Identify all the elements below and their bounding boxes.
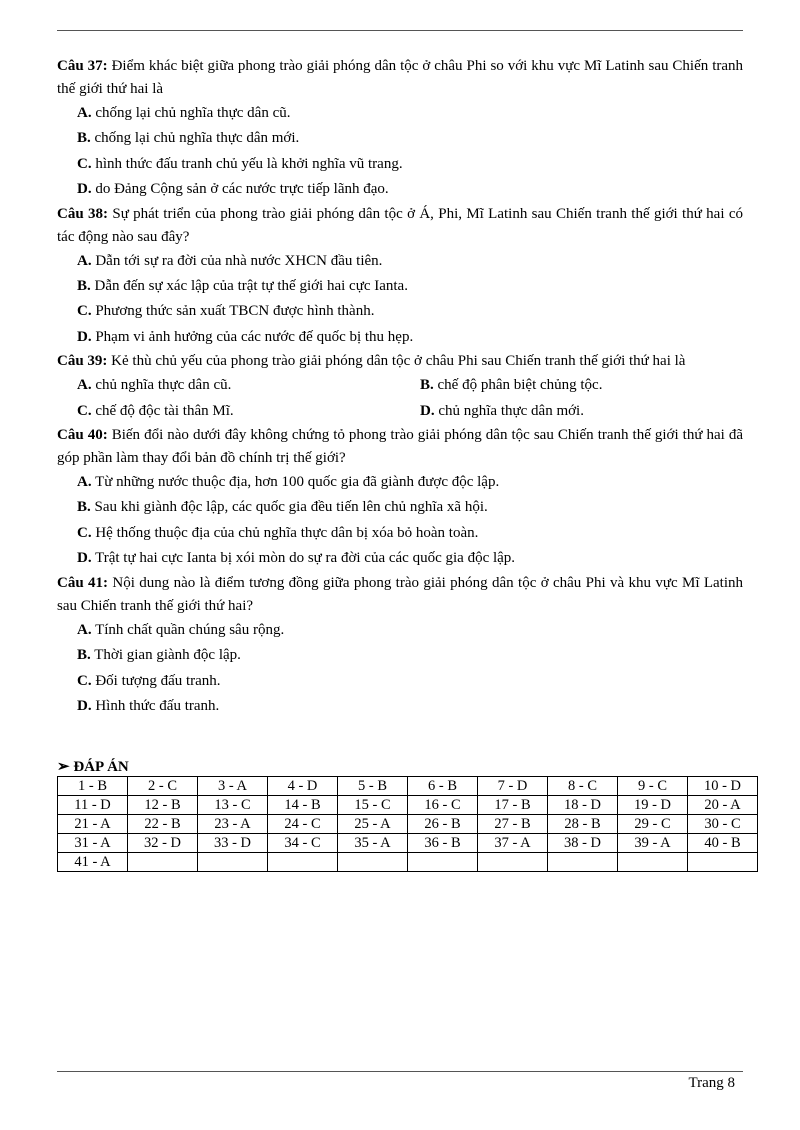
question-text: Điểm khác biệt giữa phong trào giải phóng dân tộc ở châu Phi so với khu vực Mĩ Latinh sau Chiến tranh thế giới thứ hai là [57,58,744,97]
question-label: Câu 38: [57,205,109,222]
answer-cell: 36 - B [408,834,478,853]
answer-cell: 23 - A [198,815,268,834]
option-40-b: B. Sau khi giành độc lập, các quốc gia đều tiến lên chủ nghĩa xã hội. [77,499,488,516]
option-37-a: A. chống lại chủ nghĩa thực dân cũ. [77,105,291,121]
header-rule [57,30,743,31]
table-row [58,834,758,853]
answer-cell: 9 - C [618,777,688,796]
answer-cell: 39 - A [618,834,688,853]
answer-cell [338,853,408,872]
answer-cell: 18 - D [548,796,618,815]
answer-cell: 10 - D [688,777,758,796]
answer-cell: 40 - B [688,834,758,853]
answer-cell: 3 - A [198,777,268,796]
questions-section [57,55,743,719]
answer-cell: 12 - B [128,796,198,815]
question-label: Câu 40: [57,427,108,444]
answer-cell: 7 - D [478,777,548,796]
answer-cell [478,853,548,872]
answer-cell [268,853,338,872]
option-41-c: C. Đối tượng đấu tranh. [77,672,221,689]
option-39-c: C. chế độ độc tài thân Mĩ. [77,402,234,419]
option-40-d: D. Trật tự hai cực Ianta bị xói mòn do sự ra đời của các quốc gia độc lập. [77,550,516,567]
answer-cell: 13 - C [198,796,268,815]
answer-cell: 37 - A [478,834,548,853]
answer-cell: 30 - C [688,815,758,834]
option-41-d: D. Hình thức đấu tranh. [77,697,220,714]
answer-cell: 8 - C [548,777,618,796]
answer-cell: 2 - C [128,777,198,796]
table-row [58,853,758,872]
table-row [58,777,758,796]
answer-cell: 19 - D [618,796,688,815]
answer-cell: 28 - B [548,815,618,834]
option-41-b: B. Thời gian giành độc lập. [77,647,241,664]
arrow-bullet-icon: ➢ [57,759,70,775]
option-40-c: C. Hệ thống thuộc địa của chủ nghĩa thực dân bị xóa bỏ hoàn toàn. [77,524,479,541]
option-40-a: A. Từ những nước thuộc địa, hơn 100 quốc gia đã giành được độc lập. [77,474,500,491]
option-39-a: A. chủ nghĩa thực dân cũ. [77,377,232,394]
answer-cell [128,853,198,872]
question-41 [57,572,743,618]
answer-cell: 14 - B [268,796,338,815]
answer-cell: 5 - B [338,777,408,796]
option-row-39-cd [57,399,743,424]
answer-cell [548,853,618,872]
answer-cell: 31 - A [58,834,128,853]
option-38-d: D. Phạm vi ảnh hưởng của các nước đế quốc bị thu hẹp. [77,328,414,345]
answer-cell: 32 - D [128,834,198,853]
answer-cell: 17 - B [478,796,548,815]
answer-cell: 33 - D [198,834,268,853]
option-38-a: A. Dẫn tới sự ra đời của nhà nước XHCN đầu tiên. [77,252,383,269]
question-text: Biến đổi nào dưới đây không chứng tỏ phong trào giải phóng dân tộc sau Chiến tranh thế giới thứ hai đã góp phần làm thay đổi bản đồ chính trị thế giới? [57,427,744,467]
question-label: Câu 39: [57,353,108,370]
answer-cell: 38 - D [548,834,618,853]
answer-cell: 20 - A [688,796,758,815]
question-label: Câu 41: [57,574,109,591]
answer-cell: 15 - C [338,796,408,815]
page-number: Trang 8 [688,1075,735,1091]
answer-table [57,776,758,872]
footer-rule [57,1071,743,1072]
answer-cell [198,853,268,872]
question-37 [57,55,743,101]
option-38-b: B. Dẫn đến sự xác lập của trật tự thế giới hai cực Ianta. [77,278,408,295]
answer-cell: 4 - D [268,777,338,796]
answer-cell [688,853,758,872]
option-38-c: C. Phương thức sản xuất TBCN được hình thành. [77,303,375,320]
answer-cell: 34 - C [268,834,338,853]
option-39-b: B. chế độ phân biệt chủng tộc. [420,377,603,394]
question-40 [57,424,743,470]
question-text: Kẻ thù chủ yếu của phong trào giải phóng dân tộc ở châu Phi sau Chiến tranh thế giới thứ hai là [107,353,686,370]
answer-cell: 6 - B [408,777,478,796]
answer-cell: 26 - B [408,815,478,834]
answers-heading [57,757,129,777]
option-37-c: C. hình thức đấu tranh chủ yếu là khởi nghĩa vũ trang. [77,155,403,172]
answer-cell: 29 - C [618,815,688,834]
table-row [58,815,758,834]
answer-cell: 25 - A [338,815,408,834]
answer-cell [618,853,688,872]
answer-cell: 24 - C [268,815,338,834]
answer-cell: 1 - B [58,777,128,796]
answer-cell [408,853,478,872]
option-41-a: A. Tính chất quần chúng sâu rộng. [77,621,285,638]
answer-cell: 22 - B [128,815,198,834]
answer-cell: 35 - A [338,834,408,853]
question-38 [57,203,743,249]
answer-cell: 21 - A [58,815,128,834]
option-row-39-ab [57,373,743,398]
question-text: Nội dung nào là điểm tương đồng giữa phong trào giải phóng dân tộc ở châu Phi và khu vực Mĩ Latinh sau Chiến tranh thế giới thứ hai? [57,574,744,614]
answer-cell: 41 - A [58,853,128,872]
question-text: Sự phát triển của phong trào giải phóng dân tộc ở Á, Phi, Mĩ Latinh sau Chiến tranh thế giới thứ hai có tác động nào sau đây? [57,205,744,245]
option-37-b: B. chống lại chủ nghĩa thực dân mới. [77,130,300,147]
answer-cell: 11 - D [58,796,128,815]
question-label: Câu 37: [57,58,108,74]
answers-heading-text: ĐÁP ÁN [73,759,129,775]
option-37-d: D. do Đảng Cộng sản ở các nước trực tiếp lãnh đạo. [77,181,389,198]
answer-cell: 27 - B [478,815,548,834]
answer-cell: 16 - C [408,796,478,815]
question-39 [57,350,743,373]
option-39-d: D. chủ nghĩa thực dân mới. [420,402,584,419]
table-row [58,796,758,815]
